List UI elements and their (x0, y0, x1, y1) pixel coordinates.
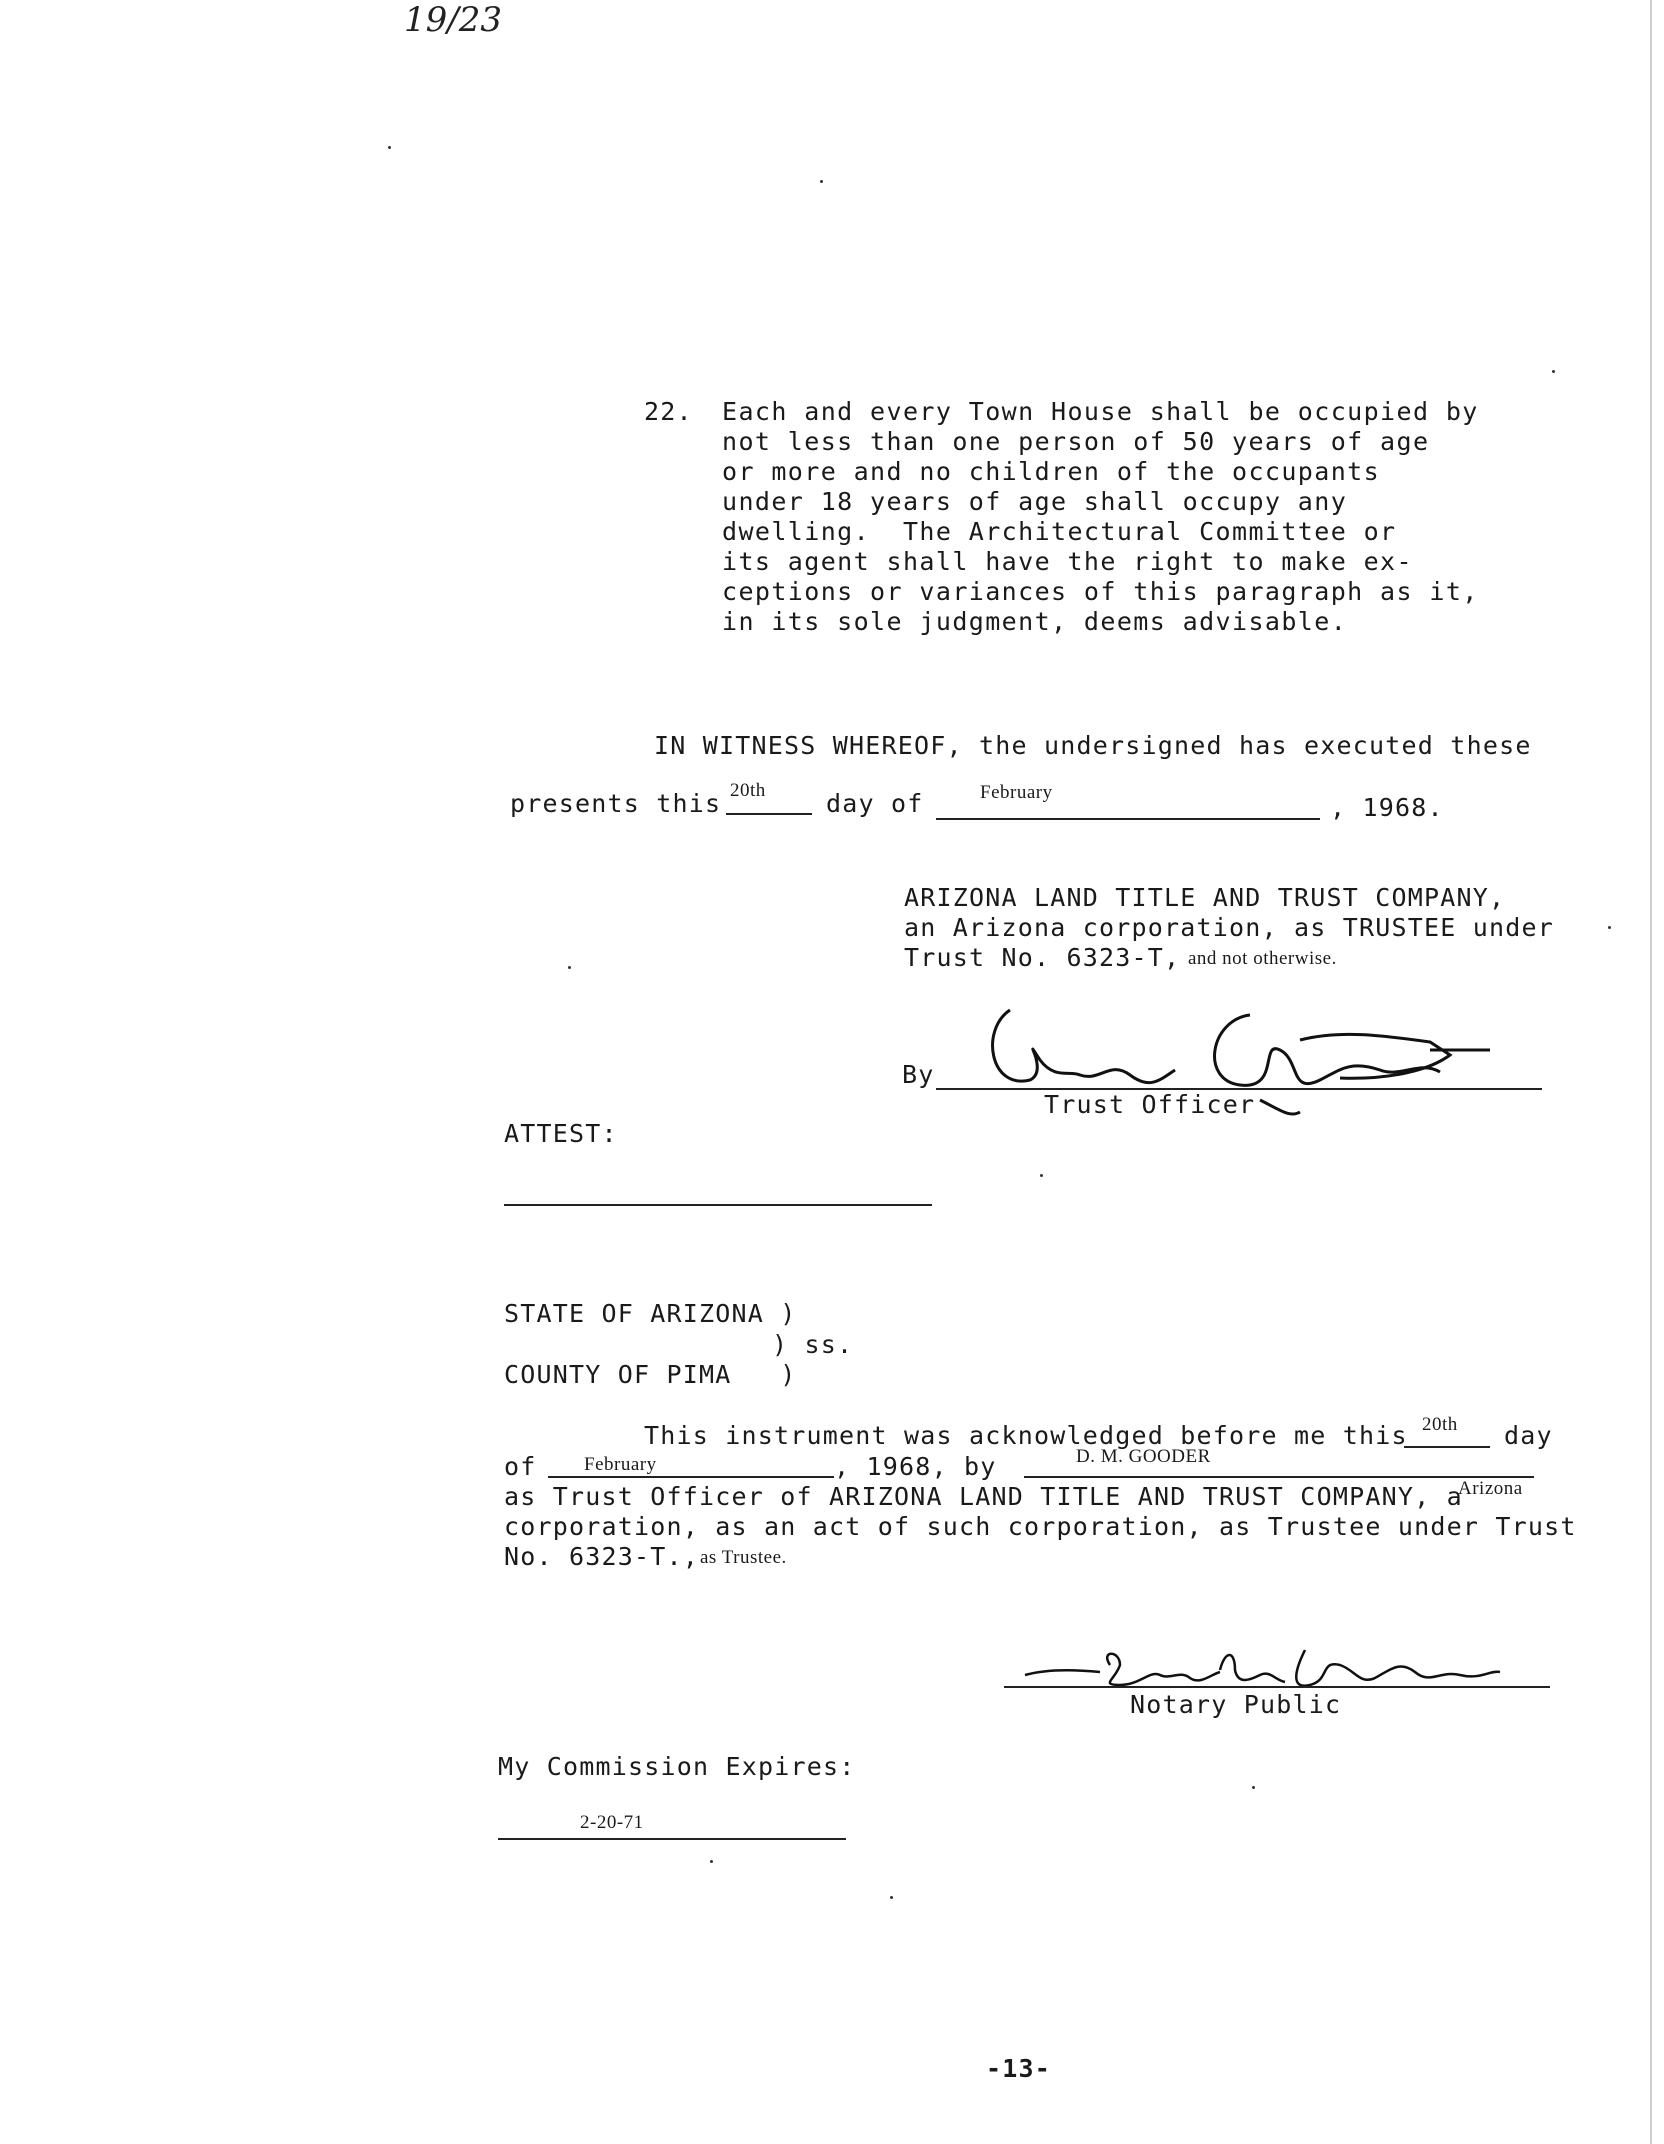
ack-as-trustee: as Trustee. (700, 1547, 787, 1568)
presents-label: presents this (510, 789, 722, 818)
company-line2: an Arizona corporation, as TRUSTEE under (904, 913, 1555, 942)
paragraph-number: 22. (644, 397, 693, 426)
scan-speck (568, 966, 571, 969)
venue-county: COUNTY OF PIMA ) (504, 1360, 797, 1389)
commission-date-underline (498, 1838, 846, 1840)
venue-state: STATE OF ARIZONA ) (504, 1299, 797, 1328)
ack-year-by: , 1968, by (834, 1452, 997, 1481)
page-number: -13- (986, 2054, 1052, 2083)
paragraph-line: its agent shall have the right to make ex- (722, 547, 1413, 576)
ack-line5: No. 6323-T., (504, 1542, 700, 1571)
ack-day-label: day (1504, 1421, 1553, 1450)
ack-month-underline (548, 1476, 834, 1478)
paragraph-line: dwelling. The Architectural Committee or (722, 517, 1397, 546)
day-of-label: day of (826, 789, 924, 818)
ack-of-label: of (504, 1452, 537, 1481)
notary-signature-line (1004, 1686, 1550, 1688)
commission-label: My Commission Expires: (498, 1752, 856, 1781)
ack-person-value: D. M. GOODER (1076, 1446, 1211, 1467)
witness-year: , 1968. (1330, 793, 1444, 822)
company-not-otherwise: and not otherwise. (1188, 948, 1337, 969)
attest-signature-line (504, 1204, 932, 1206)
ack-state-value: Arizona (1458, 1478, 1523, 1499)
witness-day-underline (726, 813, 812, 815)
scan-speck (1552, 370, 1555, 373)
witness-day-value: 20th (730, 780, 766, 801)
scan-speck (890, 1896, 893, 1899)
commission-date-value: 2-20-71 (580, 1812, 644, 1833)
witness-month-underline (936, 818, 1320, 820)
paragraph-line: under 18 years of age shall occupy any (722, 487, 1348, 516)
ack-day-underline (1404, 1446, 1490, 1448)
ack-line1: This instrument was acknowledged before me this (644, 1421, 1408, 1450)
page-marker: 19/23 (404, 0, 502, 40)
trust-officer-title: Trust Officer (1044, 1090, 1256, 1119)
witness-line: IN WITNESS WHEREOF, the undersigned has executed these (654, 731, 1532, 760)
ack-line3: as Trust Officer of ARIZONA LAND TITLE AND TRUST COMPANY, a (504, 1482, 1463, 1511)
venue-ss: ) ss. (772, 1330, 854, 1359)
paragraph-line: in its sole judgment, deems advisable. (722, 607, 1348, 636)
attest-label: ATTEST: (504, 1119, 618, 1148)
paragraph-line: not less than one person of 50 years of age (722, 427, 1430, 456)
paragraph-line: ceptions or variances of this paragraph as it, (722, 577, 1479, 606)
notary-title: Notary Public (1130, 1690, 1342, 1719)
by-label: By (902, 1060, 935, 1089)
company-name: ARIZONA LAND TITLE AND TRUST COMPANY, (904, 883, 1506, 912)
ack-line4: corporation, as an act of such corporation, as Trustee under Trust (504, 1512, 1577, 1541)
scan-speck (820, 180, 823, 183)
paragraph-line: Each and every Town House shall be occupied by (722, 397, 1479, 426)
scan-speck (388, 146, 391, 149)
scan-speck (1252, 1786, 1255, 1789)
ack-month-value: February (584, 1454, 657, 1475)
witness-month-value: February (980, 782, 1053, 803)
page-edge-shadow (1650, 0, 1652, 2144)
ack-day-value: 20th (1422, 1414, 1458, 1435)
scan-speck (710, 1860, 713, 1863)
scan-speck (1040, 1174, 1043, 1177)
company-trust-number: Trust No. 6323-T, (904, 943, 1181, 972)
scan-speck (1608, 926, 1611, 929)
paragraph-line: or more and no children of the occupants (722, 457, 1381, 486)
